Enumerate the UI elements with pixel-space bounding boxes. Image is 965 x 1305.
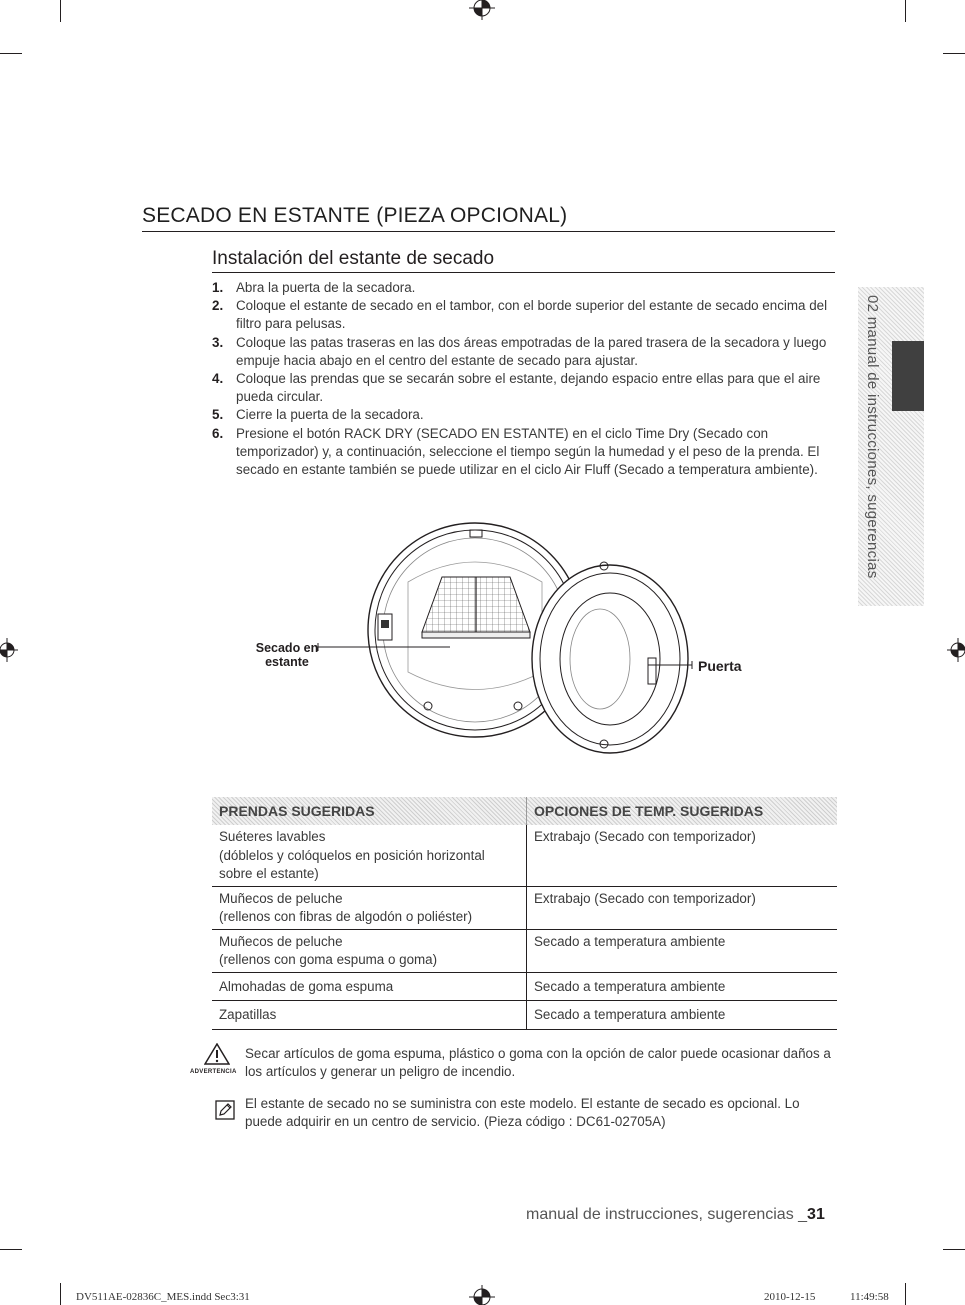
- rack-callout-label: [252, 641, 322, 669]
- rack-label-line: Secado en: [255, 641, 319, 655]
- page-footer: [526, 1206, 825, 1224]
- item-detail: (rellenos con goma espuma o goma): [219, 952, 438, 967]
- table-cell: [212, 825, 527, 886]
- note-text: El estante de secado no se suministra con este modelo. El estante de secado es opcional. Lo puede adquirir en un centro de servicio. (Pieza código : DC61-02705A): [245, 1096, 800, 1130]
- page-number: 31: [807, 1206, 825, 1223]
- crop-mark: [905, 0, 906, 22]
- warning-triangle-icon: [204, 1043, 230, 1065]
- crop-mark: [60, 0, 61, 22]
- section-title: SECADO EN ESTANTE (PIEZA OPCIONAL): [142, 204, 835, 232]
- instruction-steps: [212, 279, 837, 479]
- note-pencil-icon: [215, 1100, 235, 1120]
- crop-mark: [0, 53, 22, 54]
- step-text: Coloque las prendas que se secarán sobre el estante, dejando espacio entre ellas para que el aire pueda circular.: [236, 371, 821, 405]
- print-slug-file: DV511AE-02836C_MES.indd Sec3:31: [76, 1291, 250, 1303]
- step-item: [212, 279, 837, 297]
- door-callout-line: [648, 660, 696, 670]
- rack-label-line: estante: [265, 655, 309, 669]
- step-number: 2.: [212, 298, 224, 314]
- table-cell: Secado a temperatura ambiente: [527, 972, 838, 1001]
- step-number: 5.: [212, 407, 224, 423]
- table-cell: Secado a temperatura ambiente: [527, 1001, 838, 1030]
- item-name: Muñecos de peluche: [219, 933, 343, 949]
- column-header: OPCIONES DE TEMP. SUGERIDAS: [527, 797, 838, 825]
- subsection-title: Instalación del estante de secado: [212, 248, 835, 273]
- table-cell: Extrabajo (Secado con temporizador): [527, 886, 838, 929]
- dryer-rack-illustration: [360, 522, 690, 754]
- chapter-tab-label: 02 manual de instrucciones, sugerencias: [864, 295, 881, 579]
- table-row: [212, 972, 837, 1001]
- table-cell: Secado a temperatura ambiente: [527, 929, 838, 972]
- table-cell: [212, 929, 527, 972]
- door-callout-label: Puerta: [698, 658, 742, 674]
- table-row: [212, 886, 837, 929]
- crop-mark: [60, 1283, 61, 1305]
- suggestions-table: [212, 797, 837, 1030]
- warning-label: ADVERTENCIA: [190, 1069, 237, 1075]
- table-row: [212, 825, 837, 886]
- table-cell: Almohadas de goma espuma: [212, 972, 527, 1001]
- step-item: [212, 425, 837, 480]
- item-name: Muñecos de peluche: [219, 890, 343, 906]
- step-item: [212, 334, 837, 370]
- step-item: [212, 406, 837, 424]
- registration-mark-icon: [947, 638, 965, 662]
- step-number: 6.: [212, 425, 224, 441]
- table-header-row: [212, 797, 837, 825]
- table-row: [212, 1001, 837, 1030]
- print-slug-time: 11:49:58: [850, 1291, 889, 1303]
- step-number: 1.: [212, 280, 224, 295]
- warning-text: Secar artículos de goma espuma, plástico o goma con la opción de calor puede ocasionar daños a los artículos y generar un peligro de incendio.: [245, 1046, 831, 1080]
- crop-mark: [905, 1283, 906, 1305]
- table-cell: Zapatillas: [212, 1001, 527, 1030]
- step-item: [212, 297, 837, 333]
- item-detail: (dóblelos y colóquelos en posición horizontal sobre el estante): [219, 847, 485, 881]
- chapter-side-tab: [858, 287, 924, 606]
- crop-mark: [943, 1249, 965, 1250]
- print-slug-date: 2010-12-15: [764, 1291, 816, 1303]
- registration-mark-icon: [0, 638, 18, 662]
- crop-mark: [0, 1249, 22, 1250]
- crop-mark: [943, 53, 965, 54]
- registration-mark-icon: [469, 1285, 495, 1305]
- step-text: Abra la puerta de la secadora.: [236, 280, 416, 295]
- step-number: 4.: [212, 371, 224, 387]
- table-cell: Extrabajo (Secado con temporizador): [527, 825, 838, 886]
- step-number: 3.: [212, 334, 224, 350]
- table-row: [212, 929, 837, 972]
- item-name: Suéteres lavables: [219, 829, 326, 844]
- rack-callout-line: [316, 642, 452, 652]
- step-text: Coloque el estante de secado en el tambor, con el borde superior del estante de secado encima del filtro para pelusas.: [236, 298, 828, 332]
- column-header: PRENDAS SUGERIDAS: [212, 797, 527, 825]
- step-text: Cierre la puerta de la secadora.: [236, 407, 424, 423]
- step-item: [212, 370, 837, 406]
- item-detail: (rellenos con fibras de algodón o poliéster): [219, 909, 473, 924]
- table-cell: [212, 886, 527, 929]
- step-text: Coloque las patas traseras en las dos áreas empotradas de la pared trasera de la secadora y luego empuje hacia abajo en el centro del estante de secado para ajustar.: [236, 334, 827, 368]
- registration-mark-icon: [469, 0, 495, 20]
- step-text: Presione el botón RACK DRY (SECADO EN ESTANTE) en el ciclo Time Dry (Secado con temporizador) y, a continuación, seleccione el tiempo según la humedad y el peso de la prenda. El secado en estante también se puede utilizar en el ciclo Air Fluff (Secado a temperatura ambiente).: [236, 425, 820, 478]
- footer-label: manual de instrucciones, sugerencias _: [526, 1206, 808, 1223]
- chapter-marker: [892, 341, 924, 411]
